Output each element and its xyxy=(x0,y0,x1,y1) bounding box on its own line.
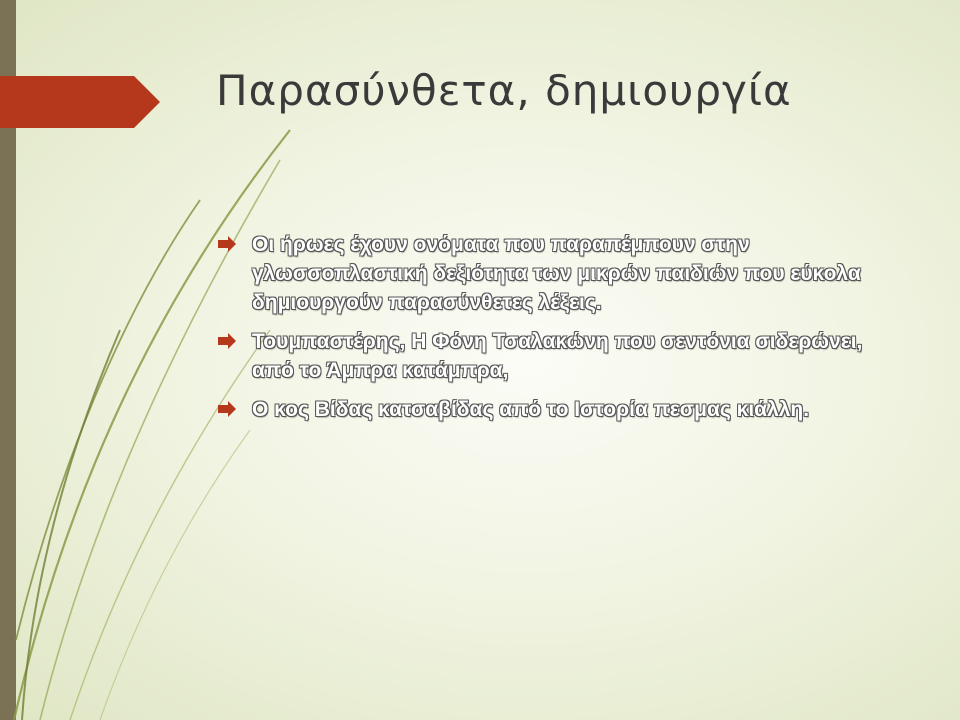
bullet-item xyxy=(216,230,876,317)
bullet-text: Ο κος Βίδας κατσαβίδας από το Ιστορία πεσμας κιάλλη. xyxy=(252,398,810,421)
title-arrow-banner xyxy=(0,76,160,128)
slide-title: Παρασύνθετα, δημιουργία xyxy=(216,66,792,115)
arrow-bullet-icon xyxy=(218,401,236,417)
bullet-list xyxy=(216,230,876,434)
arrow-bullet-icon xyxy=(218,333,236,349)
arrow-bullet-icon xyxy=(218,236,236,252)
bullet-text: Οι ήρωες έχουν ονόματα που παραπέμπουν στην γλωσσοπλαστική δεξιότητα των μικρών παιδιών που εύκολα δημιουργούν παρασύνθετες λέξεις. xyxy=(252,233,861,314)
bullet-item xyxy=(216,395,876,424)
bullet-text: Τουμπαστέρης, Η Φόνη Τσαλακώνη που σεντόνια σιδερώνει, από το Άμπρα κατάμπρα, xyxy=(252,330,863,382)
bullet-item xyxy=(216,327,876,385)
